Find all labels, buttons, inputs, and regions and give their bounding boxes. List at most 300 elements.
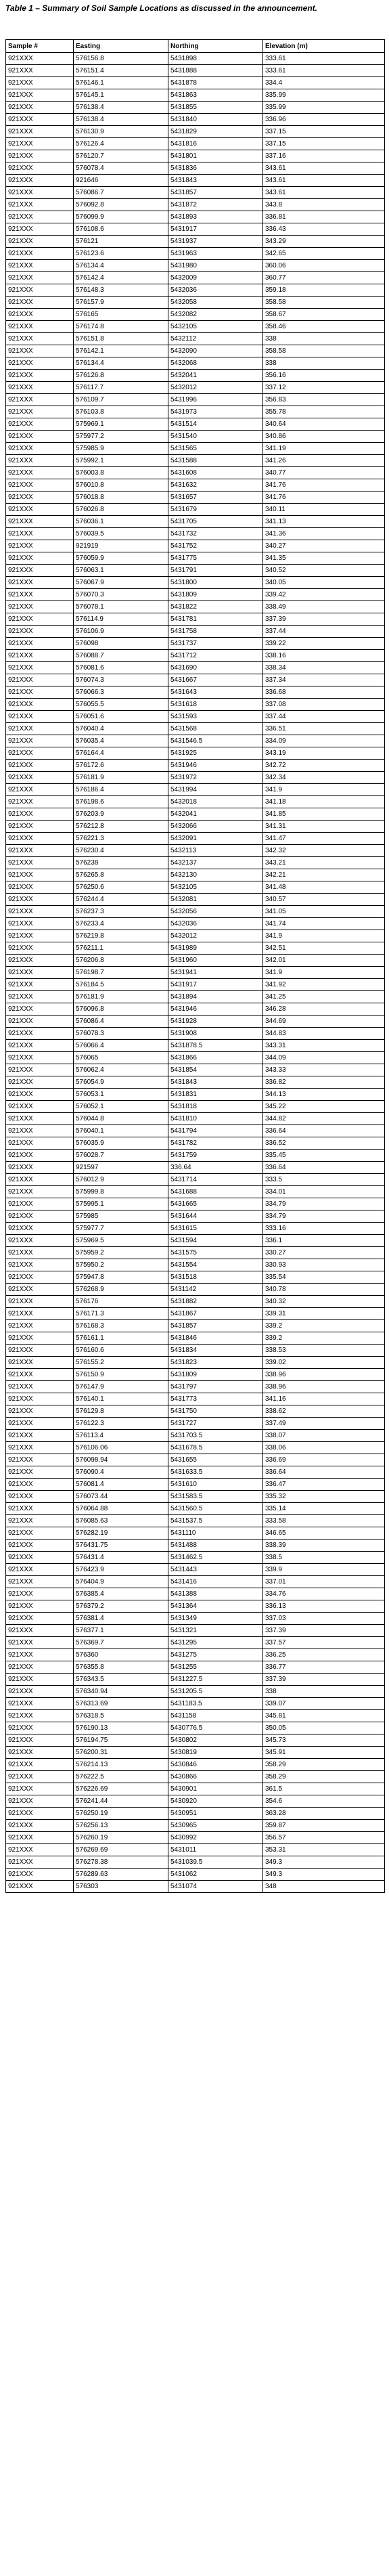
easting-cell: 576260.19 xyxy=(74,1832,168,1844)
northing-cell: 5431809 xyxy=(168,589,263,601)
sample-number-cell: 921XXX xyxy=(6,1564,74,1576)
header-row xyxy=(6,40,385,53)
elevation-cell: 330.27 xyxy=(263,1247,385,1259)
northing-cell: 5431800 xyxy=(168,577,263,589)
table-row xyxy=(6,1089,385,1101)
northing-cell: 5431705 xyxy=(168,516,263,528)
elevation-cell: 343.61 xyxy=(263,175,385,187)
table-row xyxy=(6,1515,385,1527)
elevation-cell: 358.29 xyxy=(263,1759,385,1771)
easting-cell: 576148.3 xyxy=(74,284,168,297)
elevation-cell: 336.64 xyxy=(263,1466,385,1479)
elevation-cell: 338.34 xyxy=(263,662,385,674)
elevation-cell: 343.19 xyxy=(263,747,385,760)
northing-cell: 5432112 xyxy=(168,333,263,345)
elevation-cell: 342.34 xyxy=(263,772,385,784)
table-row xyxy=(6,723,385,735)
easting-cell: 576088.7 xyxy=(74,650,168,662)
easting-cell: 921597 xyxy=(74,1162,168,1174)
table-row xyxy=(6,577,385,589)
table-row xyxy=(6,845,385,857)
elevation-cell: 342.32 xyxy=(263,845,385,857)
sample-number-cell: 921XXX xyxy=(6,297,74,309)
sample-number-cell: 921XXX xyxy=(6,1576,74,1588)
northing-cell: 5432082 xyxy=(168,309,263,321)
northing-cell: 5431946 xyxy=(168,1003,263,1016)
sample-number-cell: 921XXX xyxy=(6,1771,74,1783)
easting-cell: 576078.3 xyxy=(74,1028,168,1040)
table-row xyxy=(6,1527,385,1540)
northing-cell: 5432137 xyxy=(168,857,263,869)
table-row xyxy=(6,1649,385,1661)
elevation-cell: 343.31 xyxy=(263,1040,385,1052)
table-row xyxy=(6,638,385,650)
sample-number-cell: 921XXX xyxy=(6,845,74,857)
easting-cell: 576053.1 xyxy=(74,1089,168,1101)
sample-number-cell: 921XXX xyxy=(6,65,74,77)
elevation-cell: 336.43 xyxy=(263,223,385,236)
northing-cell: 5431568 xyxy=(168,723,263,735)
easting-cell: 576278.38 xyxy=(74,1856,168,1869)
elevation-cell: 336.47 xyxy=(263,1479,385,1491)
elevation-cell: 341.48 xyxy=(263,881,385,894)
northing-cell: 5431908 xyxy=(168,1028,263,1040)
northing-cell: 5432068 xyxy=(168,357,263,370)
northing-cell: 5431275 xyxy=(168,1649,263,1661)
easting-cell: 576381.4 xyxy=(74,1613,168,1625)
elevation-cell: 338.5 xyxy=(263,1552,385,1564)
sample-number-cell: 921XXX xyxy=(6,370,74,382)
sample-number-cell: 921XXX xyxy=(6,979,74,991)
sample-number-cell: 921XXX xyxy=(6,467,74,479)
elevation-cell: 345.73 xyxy=(263,1734,385,1747)
easting-cell: 576289.63 xyxy=(74,1869,168,1881)
easting-cell: 576106.06 xyxy=(74,1442,168,1454)
table-row xyxy=(6,1783,385,1795)
table-row xyxy=(6,979,385,991)
table-row xyxy=(6,796,385,808)
sample-number-cell: 921XXX xyxy=(6,881,74,894)
table-row xyxy=(6,77,385,89)
sample-number-cell: 921XXX xyxy=(6,333,74,345)
easting-cell: 576134.4 xyxy=(74,357,168,370)
easting-cell: 575977.2 xyxy=(74,431,168,443)
easting-cell: 576035.4 xyxy=(74,735,168,747)
northing-cell: 5431972 xyxy=(168,772,263,784)
easting-cell: 576134.4 xyxy=(74,260,168,272)
table-row xyxy=(6,162,385,175)
northing-cell: 5432105 xyxy=(168,881,263,894)
elevation-cell: 344.13 xyxy=(263,1089,385,1101)
easting-cell: 576036.1 xyxy=(74,516,168,528)
table-row xyxy=(6,1674,385,1686)
table-row xyxy=(6,1040,385,1052)
northing-cell: 5431855 xyxy=(168,102,263,114)
sample-number-cell: 921XXX xyxy=(6,808,74,821)
easting-cell: 576018.8 xyxy=(74,492,168,504)
elevation-cell: 339.22 xyxy=(263,638,385,650)
elevation-cell: 344.09 xyxy=(263,1052,385,1064)
sample-number-cell: 921XXX xyxy=(6,857,74,869)
sample-number-cell: 921XXX xyxy=(6,955,74,967)
northing-cell: 5431973 xyxy=(168,406,263,418)
sample-number-cell: 921XXX xyxy=(6,565,74,577)
easting-cell: 576090.4 xyxy=(74,1466,168,1479)
northing-cell: 5431540 xyxy=(168,431,263,443)
table-row xyxy=(6,1125,385,1137)
sample-number-cell: 921XXX xyxy=(6,772,74,784)
table-row xyxy=(6,1150,385,1162)
elevation-cell: 345.81 xyxy=(263,1710,385,1722)
sample-number-cell: 921XXX xyxy=(6,1369,74,1381)
elevation-cell: 337.44 xyxy=(263,711,385,723)
table-row xyxy=(6,1113,385,1125)
easting-cell: 576146.1 xyxy=(74,77,168,89)
sample-number-cell: 921XXX xyxy=(6,918,74,930)
sample-number-cell: 921XXX xyxy=(6,1016,74,1028)
elevation-cell: 340.52 xyxy=(263,565,385,577)
northing-cell: 5431775 xyxy=(168,552,263,565)
northing-cell: 5431843 xyxy=(168,175,263,187)
sample-number-cell: 921XXX xyxy=(6,577,74,589)
table-row xyxy=(6,528,385,540)
elevation-cell: 334.01 xyxy=(263,1186,385,1198)
sample-number-cell: 921XXX xyxy=(6,126,74,138)
table-row xyxy=(6,674,385,686)
table-row xyxy=(6,406,385,418)
elevation-cell: 355.78 xyxy=(263,406,385,418)
northing-cell: 5431349 xyxy=(168,1613,263,1625)
table-row xyxy=(6,1637,385,1649)
easting-cell: 576028.7 xyxy=(74,1150,168,1162)
easting-cell: 576404.9 xyxy=(74,1576,168,1588)
easting-cell: 576172.6 xyxy=(74,760,168,772)
northing-cell: 5431836 xyxy=(168,162,263,175)
easting-cell: 576355.8 xyxy=(74,1661,168,1674)
elevation-cell: 339.2 xyxy=(263,1332,385,1345)
easting-cell: 576282.19 xyxy=(74,1527,168,1540)
northing-cell: 5431727 xyxy=(168,1418,263,1430)
sample-number-cell: 921XXX xyxy=(6,223,74,236)
northing-cell: 5431679 xyxy=(168,504,263,516)
northing-cell: 5431643 xyxy=(168,686,263,699)
northing-cell: 5430965 xyxy=(168,1820,263,1832)
elevation-cell: 361.5 xyxy=(263,1783,385,1795)
sample-number-cell: 921XXX xyxy=(6,528,74,540)
easting-cell: 576055.5 xyxy=(74,699,168,711)
table-row xyxy=(6,1832,385,1844)
sample-number-cell: 921XXX xyxy=(6,89,74,102)
table-row xyxy=(6,1856,385,1869)
table-row xyxy=(6,248,385,260)
table-row xyxy=(6,1576,385,1588)
sample-number-cell: 921XXX xyxy=(6,260,74,272)
sample-number-cell: 921XXX xyxy=(6,1174,74,1186)
easting-cell: 576074.3 xyxy=(74,674,168,686)
easting-cell: 576066.4 xyxy=(74,1040,168,1052)
easting-cell: 576161.1 xyxy=(74,1332,168,1345)
elevation-cell: 360.77 xyxy=(263,272,385,284)
elevation-cell: 340.86 xyxy=(263,431,385,443)
table-row xyxy=(6,918,385,930)
elevation-cell: 341.19 xyxy=(263,443,385,455)
table-row xyxy=(6,662,385,674)
sample-number-cell: 921XXX xyxy=(6,613,74,626)
northing-cell: 5431575 xyxy=(168,1247,263,1259)
sample-number-cell: 921XXX xyxy=(6,967,74,979)
northing-cell: 5431011 xyxy=(168,1844,263,1856)
table-row xyxy=(6,1771,385,1783)
sample-number-cell: 921XXX xyxy=(6,1162,74,1174)
sample-number-cell: 921XXX xyxy=(6,1308,74,1320)
elevation-cell: 343.8 xyxy=(263,199,385,211)
table-row xyxy=(6,150,385,162)
table-header xyxy=(6,40,385,53)
sample-number-cell: 921XXX xyxy=(6,1223,74,1235)
easting-cell: 576098 xyxy=(74,638,168,650)
easting-cell: 575977.7 xyxy=(74,1223,168,1235)
northing-cell: 5431750 xyxy=(168,1405,263,1418)
easting-cell: 576226.69 xyxy=(74,1783,168,1795)
elevation-cell: 341.9 xyxy=(263,784,385,796)
easting-cell: 576238 xyxy=(74,857,168,869)
elevation-cell: 339.9 xyxy=(263,1564,385,1576)
easting-cell: 576377.1 xyxy=(74,1625,168,1637)
northing-cell: 5431791 xyxy=(168,565,263,577)
easting-cell: 576066.3 xyxy=(74,686,168,699)
easting-cell: 576186.4 xyxy=(74,784,168,796)
table-row xyxy=(6,1405,385,1418)
easting-cell: 576244.4 xyxy=(74,894,168,906)
northing-cell: 5431917 xyxy=(168,223,263,236)
sample-number-cell: 921XXX xyxy=(6,1357,74,1369)
sample-number-cell: 921XXX xyxy=(6,406,74,418)
table-row xyxy=(6,991,385,1003)
northing-cell: 5431818 xyxy=(168,1101,263,1113)
easting-cell: 576241.44 xyxy=(74,1795,168,1808)
northing-cell: 5431878.5 xyxy=(168,1040,263,1052)
table-row xyxy=(6,357,385,370)
table-row xyxy=(6,1393,385,1405)
elevation-cell: 337.01 xyxy=(263,1576,385,1588)
elevation-cell: 340.11 xyxy=(263,504,385,516)
table-row xyxy=(6,370,385,382)
easting-cell: 576130.9 xyxy=(74,126,168,138)
table-row xyxy=(6,1661,385,1674)
easting-cell: 576237.3 xyxy=(74,906,168,918)
elevation-cell: 334.76 xyxy=(263,1588,385,1600)
elevation-cell: 345.22 xyxy=(263,1101,385,1113)
sample-number-cell: 921XXX xyxy=(6,248,74,260)
table-row xyxy=(6,1320,385,1332)
table-row xyxy=(6,1174,385,1186)
easting-cell: 575995.1 xyxy=(74,1198,168,1210)
sample-number-cell: 921XXX xyxy=(6,382,74,394)
sample-number-cell: 921XXX xyxy=(6,601,74,613)
table-row xyxy=(6,1491,385,1503)
table-row xyxy=(6,479,385,492)
northing-cell: 5432041 xyxy=(168,370,263,382)
elevation-cell: 334.09 xyxy=(263,735,385,747)
table-row xyxy=(6,89,385,102)
table-row xyxy=(6,589,385,601)
northing-cell: 5431846 xyxy=(168,1332,263,1345)
northing-cell: 5432105 xyxy=(168,321,263,333)
northing-cell: 5432018 xyxy=(168,796,263,808)
northing-cell: 5432012 xyxy=(168,382,263,394)
northing-cell: 5431866 xyxy=(168,1052,263,1064)
table-row xyxy=(6,942,385,955)
northing-cell: 5431615 xyxy=(168,1223,263,1235)
table-row xyxy=(6,175,385,187)
sample-number-cell: 921XXX xyxy=(6,138,74,150)
sample-number-cell: 921XXX xyxy=(6,1722,74,1734)
easting-cell: 576160.6 xyxy=(74,1345,168,1357)
northing-cell: 5431963 xyxy=(168,248,263,260)
northing-cell: 5431797 xyxy=(168,1381,263,1393)
table-row xyxy=(6,1540,385,1552)
northing-cell: 5431110 xyxy=(168,1527,263,1540)
sample-number-cell: 921XXX xyxy=(6,906,74,918)
northing-cell: 5431690 xyxy=(168,662,263,674)
northing-cell: 5432113 xyxy=(168,845,263,857)
table-row xyxy=(6,443,385,455)
sample-number-cell: 921XXX xyxy=(6,540,74,552)
table-row xyxy=(6,1186,385,1198)
table-row xyxy=(6,1101,385,1113)
table-row xyxy=(6,1881,385,1893)
easting-cell: 575985 xyxy=(74,1210,168,1223)
northing-cell: 5431158 xyxy=(168,1710,263,1722)
table-row xyxy=(6,297,385,309)
table-row xyxy=(6,1686,385,1698)
table-row xyxy=(6,1820,385,1832)
northing-cell: 5431823 xyxy=(168,1357,263,1369)
sample-number-cell: 921XXX xyxy=(6,1284,74,1296)
elevation-cell: 339.2 xyxy=(263,1320,385,1332)
elevation-cell: 334.79 xyxy=(263,1210,385,1223)
table-row xyxy=(6,930,385,942)
sample-number-cell: 921XXX xyxy=(6,552,74,565)
elevation-cell: 337.03 xyxy=(263,1613,385,1625)
easting-cell: 576174.8 xyxy=(74,321,168,333)
easting-cell: 576003.8 xyxy=(74,467,168,479)
elevation-cell: 340.78 xyxy=(263,1284,385,1296)
table-row xyxy=(6,1247,385,1259)
elevation-cell: 340.32 xyxy=(263,1296,385,1308)
table-row xyxy=(6,236,385,248)
northing-cell: 5431644 xyxy=(168,1210,263,1223)
elevation-cell: 340.05 xyxy=(263,577,385,589)
easting-cell: 576431.75 xyxy=(74,1540,168,1552)
easting-cell: 576108.6 xyxy=(74,223,168,236)
elevation-cell: 358.29 xyxy=(263,1771,385,1783)
sample-number-cell: 921XXX xyxy=(6,894,74,906)
easting-cell: 576117.7 xyxy=(74,382,168,394)
elevation-cell: 336.82 xyxy=(263,1076,385,1089)
northing-cell: 5430920 xyxy=(168,1795,263,1808)
elevation-cell: 335.99 xyxy=(263,102,385,114)
easting-cell: 576206.8 xyxy=(74,955,168,967)
elevation-cell: 341.76 xyxy=(263,492,385,504)
easting-cell: 576379.2 xyxy=(74,1600,168,1613)
elevation-cell: 354.6 xyxy=(263,1795,385,1808)
elevation-cell: 341.26 xyxy=(263,455,385,467)
sample-number-cell: 921XXX xyxy=(6,1649,74,1661)
table-row xyxy=(6,540,385,552)
northing-cell: 5431888 xyxy=(168,65,263,77)
sample-number-cell: 921XXX xyxy=(6,431,74,443)
northing-cell: 5431863 xyxy=(168,89,263,102)
table-row xyxy=(6,1418,385,1430)
easting-cell: 576109.7 xyxy=(74,394,168,406)
elevation-cell: 346.28 xyxy=(263,1003,385,1016)
northing-cell: 5431295 xyxy=(168,1637,263,1649)
elevation-cell: 341.85 xyxy=(263,808,385,821)
table-row xyxy=(6,906,385,918)
table-row xyxy=(6,833,385,845)
elevation-cell: 333.61 xyxy=(263,65,385,77)
northing-cell: 5432009 xyxy=(168,272,263,284)
elevation-cell: 335.45 xyxy=(263,1150,385,1162)
elevation-cell: 340.27 xyxy=(263,540,385,552)
table-row xyxy=(6,1369,385,1381)
northing-cell: 5431655 xyxy=(168,1454,263,1466)
elevation-cell: 337.15 xyxy=(263,126,385,138)
easting-cell: 576194.75 xyxy=(74,1734,168,1747)
sample-number-cell: 921XXX xyxy=(6,1247,74,1259)
northing-cell: 5431514 xyxy=(168,418,263,431)
table-row xyxy=(6,272,385,284)
easting-cell: 576369.7 xyxy=(74,1637,168,1649)
elevation-cell: 353.31 xyxy=(263,1844,385,1856)
sample-number-cell: 921XXX xyxy=(6,236,74,248)
elevation-cell: 335.14 xyxy=(263,1503,385,1515)
table-row xyxy=(6,967,385,979)
easting-cell: 576122.3 xyxy=(74,1418,168,1430)
sample-number-cell: 921XXX xyxy=(6,1028,74,1040)
sample-number-cell: 921XXX xyxy=(6,1881,74,1893)
elevation-cell: 342.51 xyxy=(263,942,385,955)
sample-number-cell: 921XXX xyxy=(6,1698,74,1710)
table-row xyxy=(6,613,385,626)
table-row xyxy=(6,102,385,114)
sample-number-cell: 921XXX xyxy=(6,991,74,1003)
northing-cell: 5432036 xyxy=(168,284,263,297)
northing-cell: 5432041 xyxy=(168,808,263,821)
table-row xyxy=(6,857,385,869)
easting-cell: 576103.8 xyxy=(74,406,168,418)
elevation-cell: 330.93 xyxy=(263,1259,385,1271)
table-row xyxy=(6,1710,385,1722)
easting-cell: 576268.9 xyxy=(74,1284,168,1296)
table-row xyxy=(6,601,385,613)
sample-number-cell: 921XXX xyxy=(6,699,74,711)
sample-number-cell: 921XXX xyxy=(6,662,74,674)
easting-cell: 575985.9 xyxy=(74,443,168,455)
elevation-cell: 358.67 xyxy=(263,309,385,321)
easting-cell: 576212.8 xyxy=(74,821,168,833)
table-row xyxy=(6,1028,385,1040)
table-row xyxy=(6,1479,385,1491)
table-row xyxy=(6,784,385,796)
sample-number-cell: 921XXX xyxy=(6,1271,74,1284)
sample-number-cell: 921XXX xyxy=(6,1515,74,1527)
northing-cell: 5431657 xyxy=(168,492,263,504)
easting-cell: 576052.1 xyxy=(74,1101,168,1113)
elevation-cell: 337.39 xyxy=(263,1625,385,1637)
easting-cell: 576012.9 xyxy=(74,1174,168,1186)
